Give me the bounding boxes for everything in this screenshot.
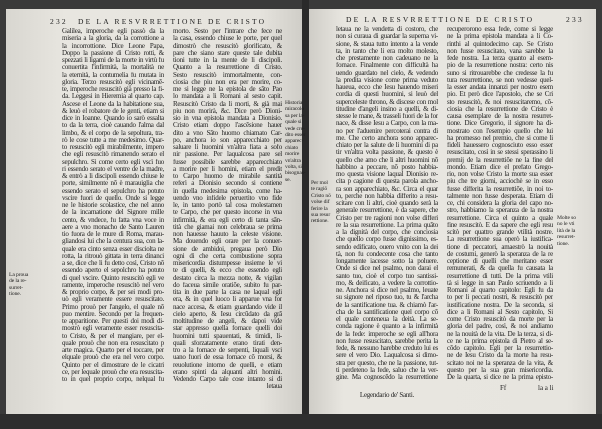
text-line: stra per questo, che ne la passione, tut- xyxy=(336,359,438,367)
text-line: che prestamente non cadeuano ne la xyxy=(336,55,438,62)
text-line: ra son apparechiato, &c. Circa el quar xyxy=(336,185,438,193)
text-line: tura resurrettione, se non vedesse quel- xyxy=(447,76,553,84)
text-line: dice in Ioanne. Quando io sarò essalta xyxy=(62,115,164,122)
text-line: puo mentire. Secondo per la frequen- xyxy=(62,310,164,318)
text-line: a se, dice che li fu detto così, Cristo nō xyxy=(62,260,164,267)
right-running-head: DE LA RESVRRETTIONE DE CRISTO xyxy=(346,15,535,24)
text-line: piu non morirà, &c. Dice però Dioni- xyxy=(173,107,282,115)
text-line: morto. Sesto per l'intrare che fece ne xyxy=(173,28,282,35)
text-line: te apparitione. Per questi doi modi di- xyxy=(62,318,164,325)
margin-note-line: sa per la- xyxy=(285,112,305,119)
right-page-number: 233 xyxy=(566,15,584,24)
text-line: De la quarta, si dice ne la prima episto- xyxy=(447,374,553,381)
text-line: la casa, essendo chiuse le porte, per quel xyxy=(173,35,282,43)
text-line: to Cristo, & per el mangiare, per el- xyxy=(62,332,164,340)
text-line: to per li peccati nostri, & resuscitò per xyxy=(447,294,553,302)
text-line: ne. Anchora si dice nel psalmo, leuate xyxy=(336,287,438,294)
text-line: ne de Iesu Cristo da la morte ha resu- xyxy=(447,352,553,360)
text-line: Sesto resuscitò immortalmente, con- xyxy=(173,71,282,79)
margin-note-line: se. xyxy=(285,176,291,183)
text-line: de la incarnatione del Signore mille xyxy=(62,209,164,217)
text-line: letaua ne la vendetta di costoro, che xyxy=(336,26,438,33)
text-line: destato circa la mezza notte, & vigilan xyxy=(173,274,282,282)
margin-note-line: te ragiō xyxy=(311,186,328,193)
text-line: nace, & disse Iesu a Carpo, con la ma- xyxy=(336,120,438,128)
footer-title: Legendario de' Santi. xyxy=(359,392,415,399)
text-line: cita p cagione di questa parola ancho- xyxy=(336,178,438,186)
text-line: essendo serato el sepulchro ha potuto xyxy=(62,187,164,195)
text-line: remunerati, & da quella fu causata la xyxy=(447,265,553,273)
text-line: & proprio corpo, & per sei modi pro- xyxy=(62,289,164,296)
margin-note-line: ferire la xyxy=(311,205,328,212)
text-line: de la fede: imperoche se egli all'hora xyxy=(336,330,438,338)
margin-note-line: chiato xyxy=(285,144,299,151)
text-line: no per l'aduenire percoterai contra di xyxy=(336,127,438,135)
book-gutter xyxy=(302,0,309,429)
text-line: che quello corpo fusse dignissimo, es- xyxy=(336,236,438,244)
text-line: to resuscitò egli mirabilmente, impero xyxy=(62,144,164,151)
text-line: la eternità, la contumelia fu mutata in xyxy=(62,71,164,79)
text-line: sere el vero Dio. Laqualcosa si dimo- xyxy=(336,352,438,360)
text-line: resurrettione. Circa el quinto a quale xyxy=(447,214,553,222)
text-line: ceptione di quelli che meritano esser xyxy=(447,258,553,265)
text-line: non si curaua di guardar la superna vi- xyxy=(336,33,438,41)
text-line: ha promesso nel premio, che si come li xyxy=(447,134,553,142)
margin-note-line: bisognas- xyxy=(285,170,306,177)
text-line: quale era cinto senza esser disciolta ne xyxy=(62,245,164,253)
text-line: scitato noi ne la speranza de la vita, & xyxy=(447,359,553,367)
text-line: misericordia distumpesse insieme le vi xyxy=(173,260,282,267)
text-line: mo, & deificato, a vedere la corrottio- xyxy=(336,279,438,287)
text-line: pio. Et però dice l'apostolo, che se Cri xyxy=(447,91,553,99)
text-line: to, perche non habbia differito a resu- xyxy=(336,192,438,200)
text-line: supercelestе throno, & discese con mol xyxy=(336,98,438,106)
text-line: piu che tre giorni, acciochè se in esso xyxy=(447,178,553,186)
text-line: gloria. Terzo resuscitò egli vicinamē- xyxy=(62,78,164,86)
text-line: dimostrò che resuscitò glorificato, & xyxy=(173,42,282,50)
left-running-head: DE LA RESVRRETTIONE DE CRISTO xyxy=(78,17,267,26)
text-line: scitò per quattro grande vtilità nostre. xyxy=(447,229,553,236)
text-line: tio fuora de le mure di Roma, marau- xyxy=(62,231,164,238)
text-line: non hauesse hauuto la celeste visione. xyxy=(173,231,282,238)
text-line: Cristo per tre ragioni non volse differi xyxy=(336,214,438,222)
text-line: ramente, imperoche resuscitò nel vero xyxy=(62,281,164,289)
text-line: tà si legge in san Paulo scriuendo a li xyxy=(447,279,553,287)
text-line: Quanto a la resurrettione di Cristo. xyxy=(173,64,282,72)
text-line: fusse differita la resurrettiōe, in noi to- xyxy=(447,185,553,193)
text-line: essendo aperto el sepolchro ha potuto xyxy=(62,267,164,275)
text-line: saluare li huomini vn'altra fiata a sofo xyxy=(173,144,282,151)
text-line: star appresso quella fornace quelli doi xyxy=(173,325,282,333)
text-line: rinthi al quintodecimo cap. Se Cristo xyxy=(447,40,553,48)
text-line: stesse le mane, & trasseli fuori de la for xyxy=(336,113,438,120)
text-line: de la santificatione tua. & chiamò l'ar- xyxy=(336,301,438,309)
margin-note-line: volse dif xyxy=(311,199,330,206)
text-line: fideli hauessero cognosciuto esso esser xyxy=(447,142,553,149)
text-line: rò le cose tutte a me medesimo. Quar- xyxy=(62,136,164,144)
margin-note-line: sua resur xyxy=(311,212,331,219)
margin-note-line: lità de la xyxy=(557,227,576,234)
text-line: cōdo capitolo. Egli per la resurrettio- xyxy=(447,345,553,352)
text-line: huomini tutti spauentati, & timidi, li- xyxy=(173,332,282,340)
text-line: da. Leggesi in Hieremia al quarto cap. xyxy=(62,93,164,101)
text-line: sione de ambidoi, pregaua però Dio xyxy=(173,245,282,253)
margin-note-line: Historia xyxy=(285,100,303,106)
signature-mark: Ff xyxy=(500,384,507,392)
text-line: Doppo la passione di Cristo rotti, & xyxy=(62,49,164,57)
margin-note-line: miracolo xyxy=(285,106,305,113)
text-line: haueua, ecco che Iesu hauendo miseri xyxy=(336,84,438,91)
text-line: rio, non volse Cristo la morte sua esser xyxy=(447,171,553,178)
text-line: spezzati li ligami de la morte in virtù fu xyxy=(62,57,164,64)
text-line: fede nostra. La terza quanto al esem- xyxy=(447,55,553,62)
margin-note-line: morire xyxy=(285,151,300,158)
margin-note-line: quale si xyxy=(285,119,302,126)
text-line: tioni tutte in la mente de li discipoli. xyxy=(173,57,282,64)
margin-note-line: dito esser xyxy=(285,132,306,139)
text-line: te Carpo, che per questo incorse in vna xyxy=(173,209,282,217)
left-page-number: 232 xyxy=(50,17,68,26)
text-line: Galilea, imperoche egli passò da la xyxy=(62,28,164,35)
text-line: infirmità, & era egli certo di tanta sān- xyxy=(173,216,282,224)
text-line: Onde si dice nel psalmo, non darai el xyxy=(336,265,438,273)
text-line: scitare con li altri, cioè quando serà la xyxy=(336,200,438,207)
text-line: conuertita l'infirmità, la mortalità ne xyxy=(62,64,164,72)
text-line: te, imperoche resuscitò già presso la fi- xyxy=(62,86,164,93)
text-line: sendo edificato, ouero vnito con la dei xyxy=(336,243,438,251)
text-line: erano spinti da alquanti altri homini. xyxy=(173,368,282,376)
text-line: la esser andata innanzi per nostro esem xyxy=(447,84,553,91)
text-line: aere a vno monacho de Santo Lauren xyxy=(62,223,164,231)
text-line: uendo guardato nel cielo, & vedendo xyxy=(336,69,438,77)
text-line: mo questa visione laqual Dionisio re- xyxy=(336,171,438,178)
text-line: to Carpo huomo de mirabile santità xyxy=(173,173,282,180)
text-line: sione, & staua tutto intento a la vende xyxy=(336,40,438,48)
text-line: gloria del padre, così, & noi andiamo xyxy=(447,323,553,331)
text-line: to da la terra, cioè cauando l'alma dal xyxy=(62,122,164,130)
text-line: do faceua simile oratiōe, subito fu par- xyxy=(173,281,282,289)
margin-note-line: vn'altra xyxy=(285,157,301,164)
text-line: miseria a la gloria, da la corrottione a xyxy=(62,35,164,43)
left-column-2 xyxy=(173,28,282,391)
text-line: conda ragione è quanto a la infirmità xyxy=(336,323,438,331)
text-line: referì a Dionisio secondo si contiene xyxy=(173,180,282,188)
text-line: ciosia che piu non era per morire, co- xyxy=(173,78,282,86)
text-line: Cristo etiam doppo l'ascēsione hauer xyxy=(173,122,282,130)
text-line: ce ne la prima epistola di Pietro al se- xyxy=(447,337,553,345)
text-line: ti perdeteno la fede, saluo che la ver- xyxy=(336,366,438,374)
text-line: Ma douendo egli orare per la conuer- xyxy=(173,238,282,246)
text-line: tita in due parte la casa ne laqual egli xyxy=(173,289,282,296)
text-line: tità che giamai non celebraua se prima xyxy=(173,223,282,231)
text-line: La resurrettione sua operò la iustifica- xyxy=(447,236,553,244)
text-line: come Cristo resuscitò da morte per la xyxy=(447,316,553,323)
text-line: mostrato con l'esempio quello che lui xyxy=(447,127,553,135)
text-line: iustificatione nostra. De la seconda, si xyxy=(447,301,553,309)
text-line: cielo aperto, & Iesu circūdato da grā xyxy=(173,310,282,318)
margin-note-line: tione. xyxy=(557,240,569,247)
text-line: letaua xyxy=(266,383,282,391)
text-line: Romani al quarto capitolo: Egli fu da xyxy=(447,287,553,294)
text-line: Primo prouò per l'angelo, el quale nō xyxy=(62,303,164,311)
text-line: moltitudine de angeli, & dapoi vide xyxy=(173,318,282,325)
text-line: tro a la fornace de serpenti, liquali vsci xyxy=(173,347,282,354)
text-line: mondo. Etiam dice el prefato Grego- xyxy=(447,163,553,171)
text-line: stro, habbiamo la speranza de la nostra xyxy=(447,207,553,215)
text-line: dito a vno Sāto huomo chiamato Car- xyxy=(173,129,282,137)
text-line: ce, per lequale prouò che era resuscita- xyxy=(62,368,164,376)
text-line: questo per la sua gran misericordia. xyxy=(447,366,553,374)
text-line: te di quelli, & ecco che essendo egli xyxy=(173,267,282,275)
text-line: me si legge ne la epistola de sāto Pao xyxy=(173,86,282,93)
margin-note-line: no le vti xyxy=(557,221,575,228)
text-line: a morire per li homini, etiam el predit xyxy=(173,165,282,173)
text-line: Resuscitò Cristo da li morti, & già mai xyxy=(173,100,282,108)
text-line: reuolutione intorno de quelli, e etiam xyxy=(173,361,282,369)
text-line: vscire fuori de quello. Onde si legge xyxy=(62,194,164,202)
text-line: fede, & nessuno harebbe creduto lui es xyxy=(336,345,438,352)
text-line: nace accesa, & etiam guardando vide il xyxy=(173,303,282,311)
text-line: tione. Dice Gregorio, il signore ha di- xyxy=(447,120,553,128)
text-line: uendo vno infidele peruertito vno fide xyxy=(173,194,282,202)
text-line: me. Che certo anchora sono apparec- xyxy=(336,134,438,142)
text-line: era, & in quel luoco li apparue vna for xyxy=(173,296,282,304)
margin-note-line: de la re- xyxy=(9,278,27,285)
text-line: tà, non fu condecente cosa che tanto xyxy=(336,250,438,258)
catchword: la a li xyxy=(538,384,554,392)
margin-note-per-molte-ragioni xyxy=(311,180,331,225)
text-line: fine resuscitò. È da sapere che egli resu xyxy=(447,221,553,229)
text-line: causa esemplare de la nostra resurret- xyxy=(447,113,553,120)
margin-note-line: vede cre- xyxy=(285,125,305,132)
text-line: sio in vna epistola mandata a Dionisio. xyxy=(173,115,282,122)
margin-note-molte-vtilita xyxy=(557,215,576,247)
margin-note-historia xyxy=(285,100,306,183)
text-line: & leuò el robatore de le genti, etiam si xyxy=(62,107,164,115)
text-line: arte magica. Quarto per el toccare, per xyxy=(62,347,164,354)
text-line: sepulchro. Si come certo egli vscì fuo xyxy=(62,158,164,166)
text-line: nir passione. Per laqualcosa pare sel xyxy=(173,151,282,159)
text-line: ce, chi considera la gloria del capo no- xyxy=(447,200,553,207)
text-line: la predita visione come prima veduto xyxy=(336,76,438,84)
text-line: non fusse resuscitato, vana sarebbe la xyxy=(447,47,553,55)
text-line: le, in tanto portò tal cosa molestamen xyxy=(173,202,282,209)
text-line: cordia di questi huomini, si leuò del xyxy=(336,91,438,99)
text-line: re la sua resurrettione. La prima quāto xyxy=(336,221,438,229)
text-line: che egli resuscitò rimanendo serato el xyxy=(62,151,164,159)
text-line: Vedendo Carpo tale cose intanto si di xyxy=(173,376,282,383)
text-line: ne la prima epistola mandata a li Co- xyxy=(447,33,553,41)
text-line: rotta, la ritrouò gittata in terra dinanci xyxy=(62,252,164,260)
text-line: suno si ritrouarebbe che credesse la fu xyxy=(447,69,553,77)
text-line: ciosia che la resurrettione de Cristo è xyxy=(447,105,553,113)
text-line: ri essendo serato el ventre de la madre, xyxy=(62,165,164,173)
text-line: resuscitato, così in se stessi sperassino li xyxy=(447,149,553,157)
text-line: quali sforzatamente erano tirati den- xyxy=(173,339,282,347)
text-line: fornace. Finalmente con difficultà ha xyxy=(336,62,438,70)
text-line: ne la nouità de la vita. De la terza, si di- xyxy=(447,330,553,338)
left-column-1 xyxy=(62,28,164,383)
text-line: cento, & vndece, fu fatta vna voce in xyxy=(62,216,164,224)
text-line: Ascese el Leone da la habitatione sua, xyxy=(62,100,164,108)
text-line: la incorrottione. Dice Leone Papa, xyxy=(62,42,164,50)
text-line: tione di peccatori, amaestrò la nouità xyxy=(447,243,553,251)
text-line: lo mandata a li Romani al sesto capit. xyxy=(173,93,282,101)
text-line: el quale conteneua la deità. La se- xyxy=(336,316,438,323)
right-column-2 xyxy=(447,26,553,381)
text-line: elquale prouò che era nel vero corpo. xyxy=(62,354,164,362)
text-line: tir vn'altra volta passione, & questo è xyxy=(336,149,438,157)
text-line: habbino a peccare, nō posto habbia- xyxy=(336,163,438,171)
text-line: longamente iacesse sotto la poluere. xyxy=(336,258,438,265)
text-line: gliandosi lui che la centura sua, con la- xyxy=(62,238,164,246)
text-line: santo tuo, cioè el corpo tuo santissi- xyxy=(336,272,438,280)
text-line: dice a li Romani al Sesto capitolo, Si xyxy=(447,308,553,316)
text-line: po, anchora io son apparecchiato per xyxy=(173,136,282,144)
margin-note-line: volta, si xyxy=(285,164,302,171)
text-line: mostrò egli veramente esser resuscita- xyxy=(62,325,164,333)
text-line: a la dignità del corpo, che conciosia xyxy=(336,229,438,236)
margin-note-line: Per mol xyxy=(311,180,328,186)
text-line: porte, similmente nō è marauiglia che xyxy=(62,180,164,188)
text-line: quale prouò che non era resuscitato p xyxy=(62,339,164,347)
text-line: fusse possibile sarebbe apparecchiato xyxy=(173,158,282,166)
margin-note-line: Molte so xyxy=(557,215,576,221)
margin-note-line: Cristo nō xyxy=(311,192,331,199)
margin-note-line: La proua xyxy=(9,272,29,278)
text-line: & entrò a li discipoli essendo chiuse le xyxy=(62,173,164,180)
text-line: Quinto per el dimostrare de le cicatri xyxy=(62,361,164,369)
text-line: recuperorono essa fede, come si legge xyxy=(447,26,553,33)
text-line: limbo, & el corpo de la sepoltura, tra- xyxy=(62,129,164,137)
text-line: di quel vscire. Quinto resuscitò egli ve xyxy=(62,274,164,282)
bottom-shadow xyxy=(0,414,602,429)
text-line: chiato per la salute de li huomini di pa xyxy=(336,142,438,149)
text-line: generale resurrettione, è da sapere, che xyxy=(336,207,438,215)
text-line: uò egli veramente essere resuscitato. xyxy=(62,296,164,304)
text-line: resurrettione di tutti. De la prima vtili xyxy=(447,272,553,280)
margin-note-line: surret- xyxy=(9,284,23,291)
text-line: ne le historie scolastice, che nel anno xyxy=(62,202,164,209)
text-line: quello che amo che li altri huomini nō xyxy=(336,156,438,164)
text-line: pare che siano stare queste tale dubita xyxy=(173,49,282,57)
text-line: to in quel proprio corpo, nelqual fu xyxy=(62,376,164,383)
margin-note-line: resurret- xyxy=(557,234,576,241)
text-line: ogni di che certa combustione sopra xyxy=(173,252,282,260)
text-line: premij de la resurrettiōe ne la fine del xyxy=(447,156,553,164)
text-line: cha de la santificatione quel corpo cō xyxy=(336,308,438,316)
margin-note-la-proua xyxy=(9,272,28,298)
margin-note-line: tione. xyxy=(9,291,21,298)
text-line: titudine d'angeli insino a quelli, & di- xyxy=(336,105,438,113)
text-line: ta, in tanto che li era molto molesto, xyxy=(336,47,438,55)
text-line: talmente non fusse desperata. Etiam di xyxy=(447,192,553,200)
margin-note-line: apparec- xyxy=(285,138,304,145)
text-line: non fusse resuscitato, sarebbe perita la xyxy=(336,337,438,345)
text-line: in quella medesima epistola, come ha- xyxy=(173,187,282,195)
right-column-1 xyxy=(336,26,438,381)
text-line: uano fuori de essa fornace cō morsi, & xyxy=(173,354,282,362)
text-line: de costumi, generò la speranza de la re xyxy=(447,250,553,258)
text-line: su signore nel riposo tuo, tu & l'archa xyxy=(336,294,438,302)
text-line: gine. Ma cognoscēdo la resurrettione xyxy=(336,374,438,381)
text-line: pio de la resurrettione nostra: certo nis xyxy=(447,62,553,70)
margin-note-line: rettione. xyxy=(311,218,329,225)
text-line: sto resuscitò, & noi resuscitaremo, cō- xyxy=(447,98,553,106)
